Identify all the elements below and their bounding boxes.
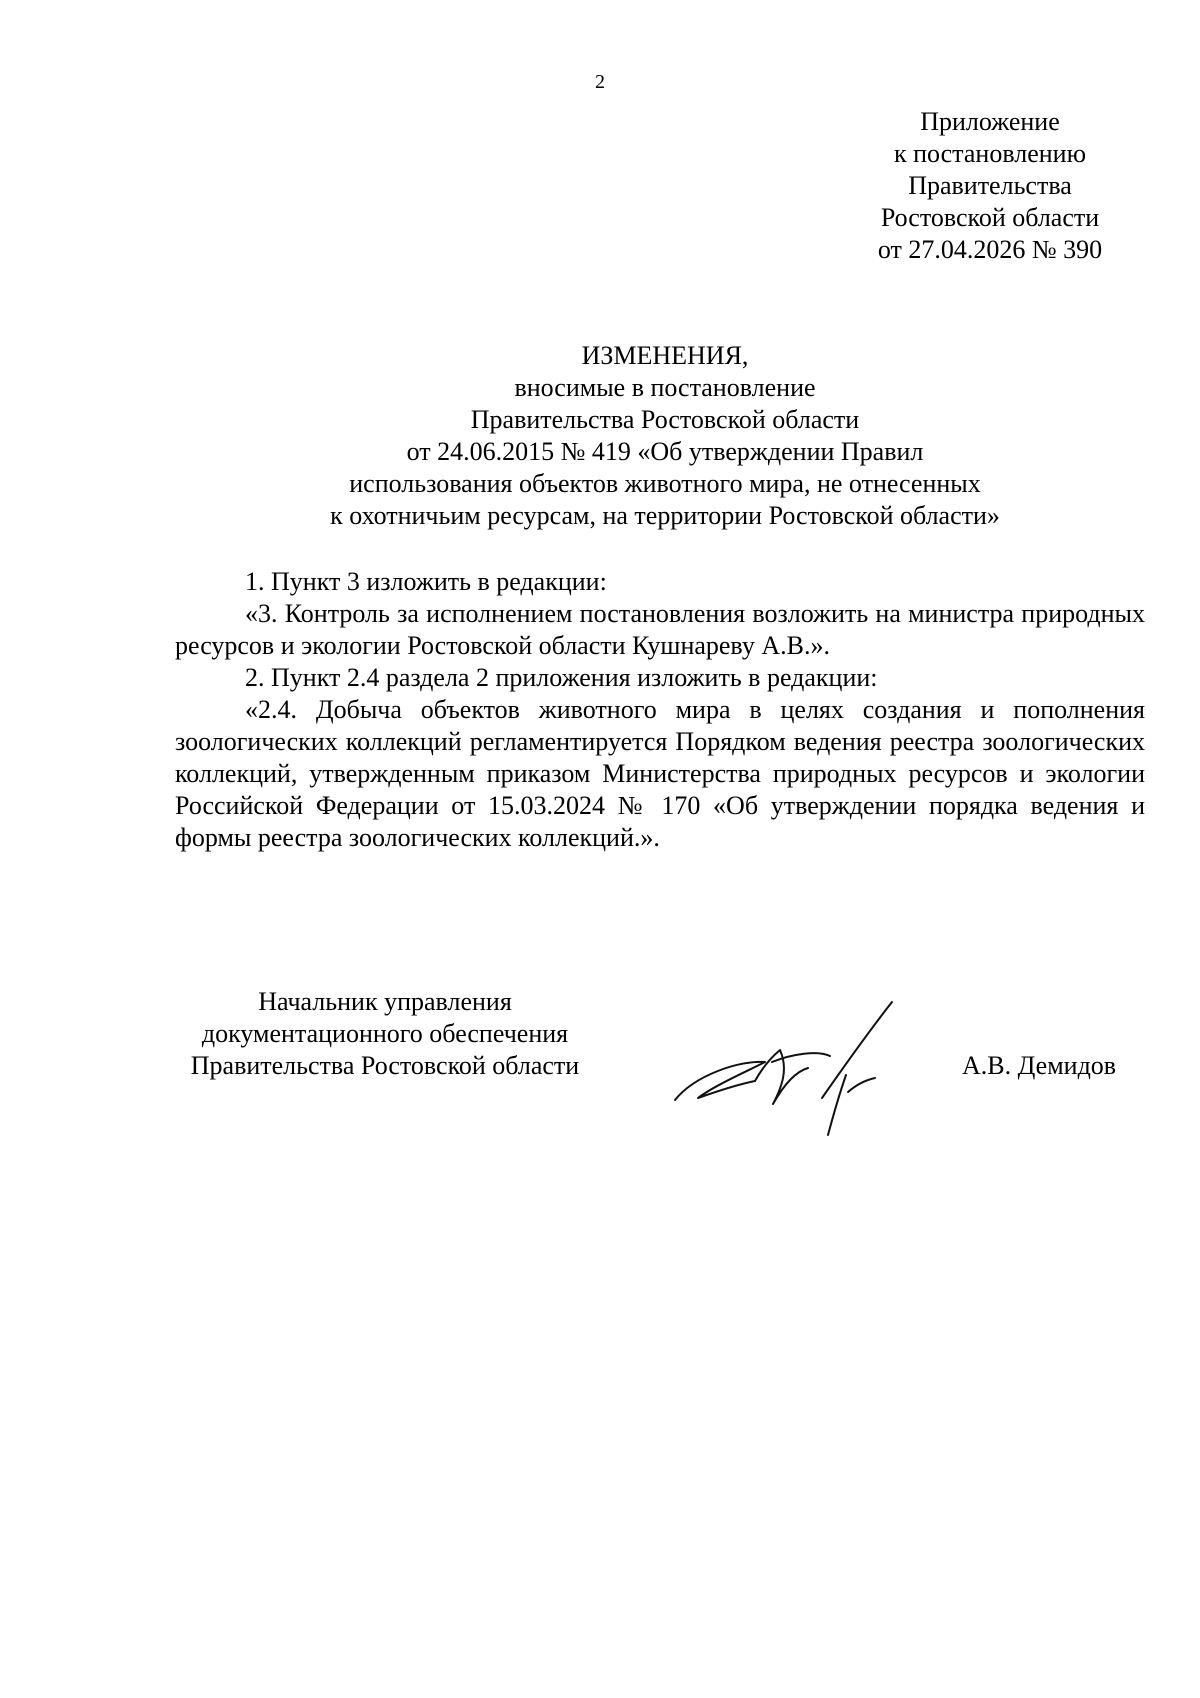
signer-position (170, 986, 600, 1082)
page-number: 2 (595, 71, 605, 93)
handwritten-signature (670, 980, 950, 1140)
title-line: от 24.06.2015 № 419 «Об утверждении Правил (406, 437, 924, 466)
title-heading: ИЗМЕНЕНИЯ, (581, 341, 749, 370)
annex-header (840, 106, 1140, 266)
annex-line: к постановлению (893, 139, 1087, 168)
title-line: к охотничьим ресурсам, на территории Ростовской области» (330, 501, 1000, 530)
signer-position-line: документационного обеспечения (201, 1019, 569, 1048)
annex-line: Ростовской области (880, 203, 1100, 232)
title-line: использования объектов животного мира, не отнесенных (349, 469, 981, 498)
title-line: Правительства Ростовской области (470, 405, 860, 434)
paragraph-1: 1. Пункт 3 изложить в редакции: (245, 567, 607, 596)
title-line: вносимые в постановление (514, 373, 816, 402)
signer-name: А.В. Демидов (962, 1051, 1117, 1080)
paragraph-4: «2.4. Добыча объектов животного мира в целях создания и пополнения зоологических коллекций регламентируется Порядком ведения реестра зоологических коллекций, утвержденным приказом Министерства природных ресурсов и экологии Российской Федерации от 15.03.2024 № 170 «Об утверждении порядка ведения и формы реестра зоологических коллекций.». (175, 695, 1145, 852)
document-body (175, 566, 1145, 854)
annex-line: от 27.04.2026 № 390 (877, 235, 1103, 264)
paragraph-2: «3. Контроль за исполнением постановления возложить на министра природных ресурсов и экологии Ростовской области Кушнареву А.В.». (175, 599, 1145, 660)
paragraph-3: 2. Пункт 2.4 раздела 2 приложения изложить в редакции: (245, 663, 878, 692)
annex-line: Приложение (920, 107, 1060, 136)
document-title (175, 340, 1155, 532)
annex-line: Правительства (908, 171, 1072, 200)
signer-position-line: Начальник управления (258, 987, 512, 1016)
signer-position-line: Правительства Ростовской области (190, 1051, 580, 1080)
